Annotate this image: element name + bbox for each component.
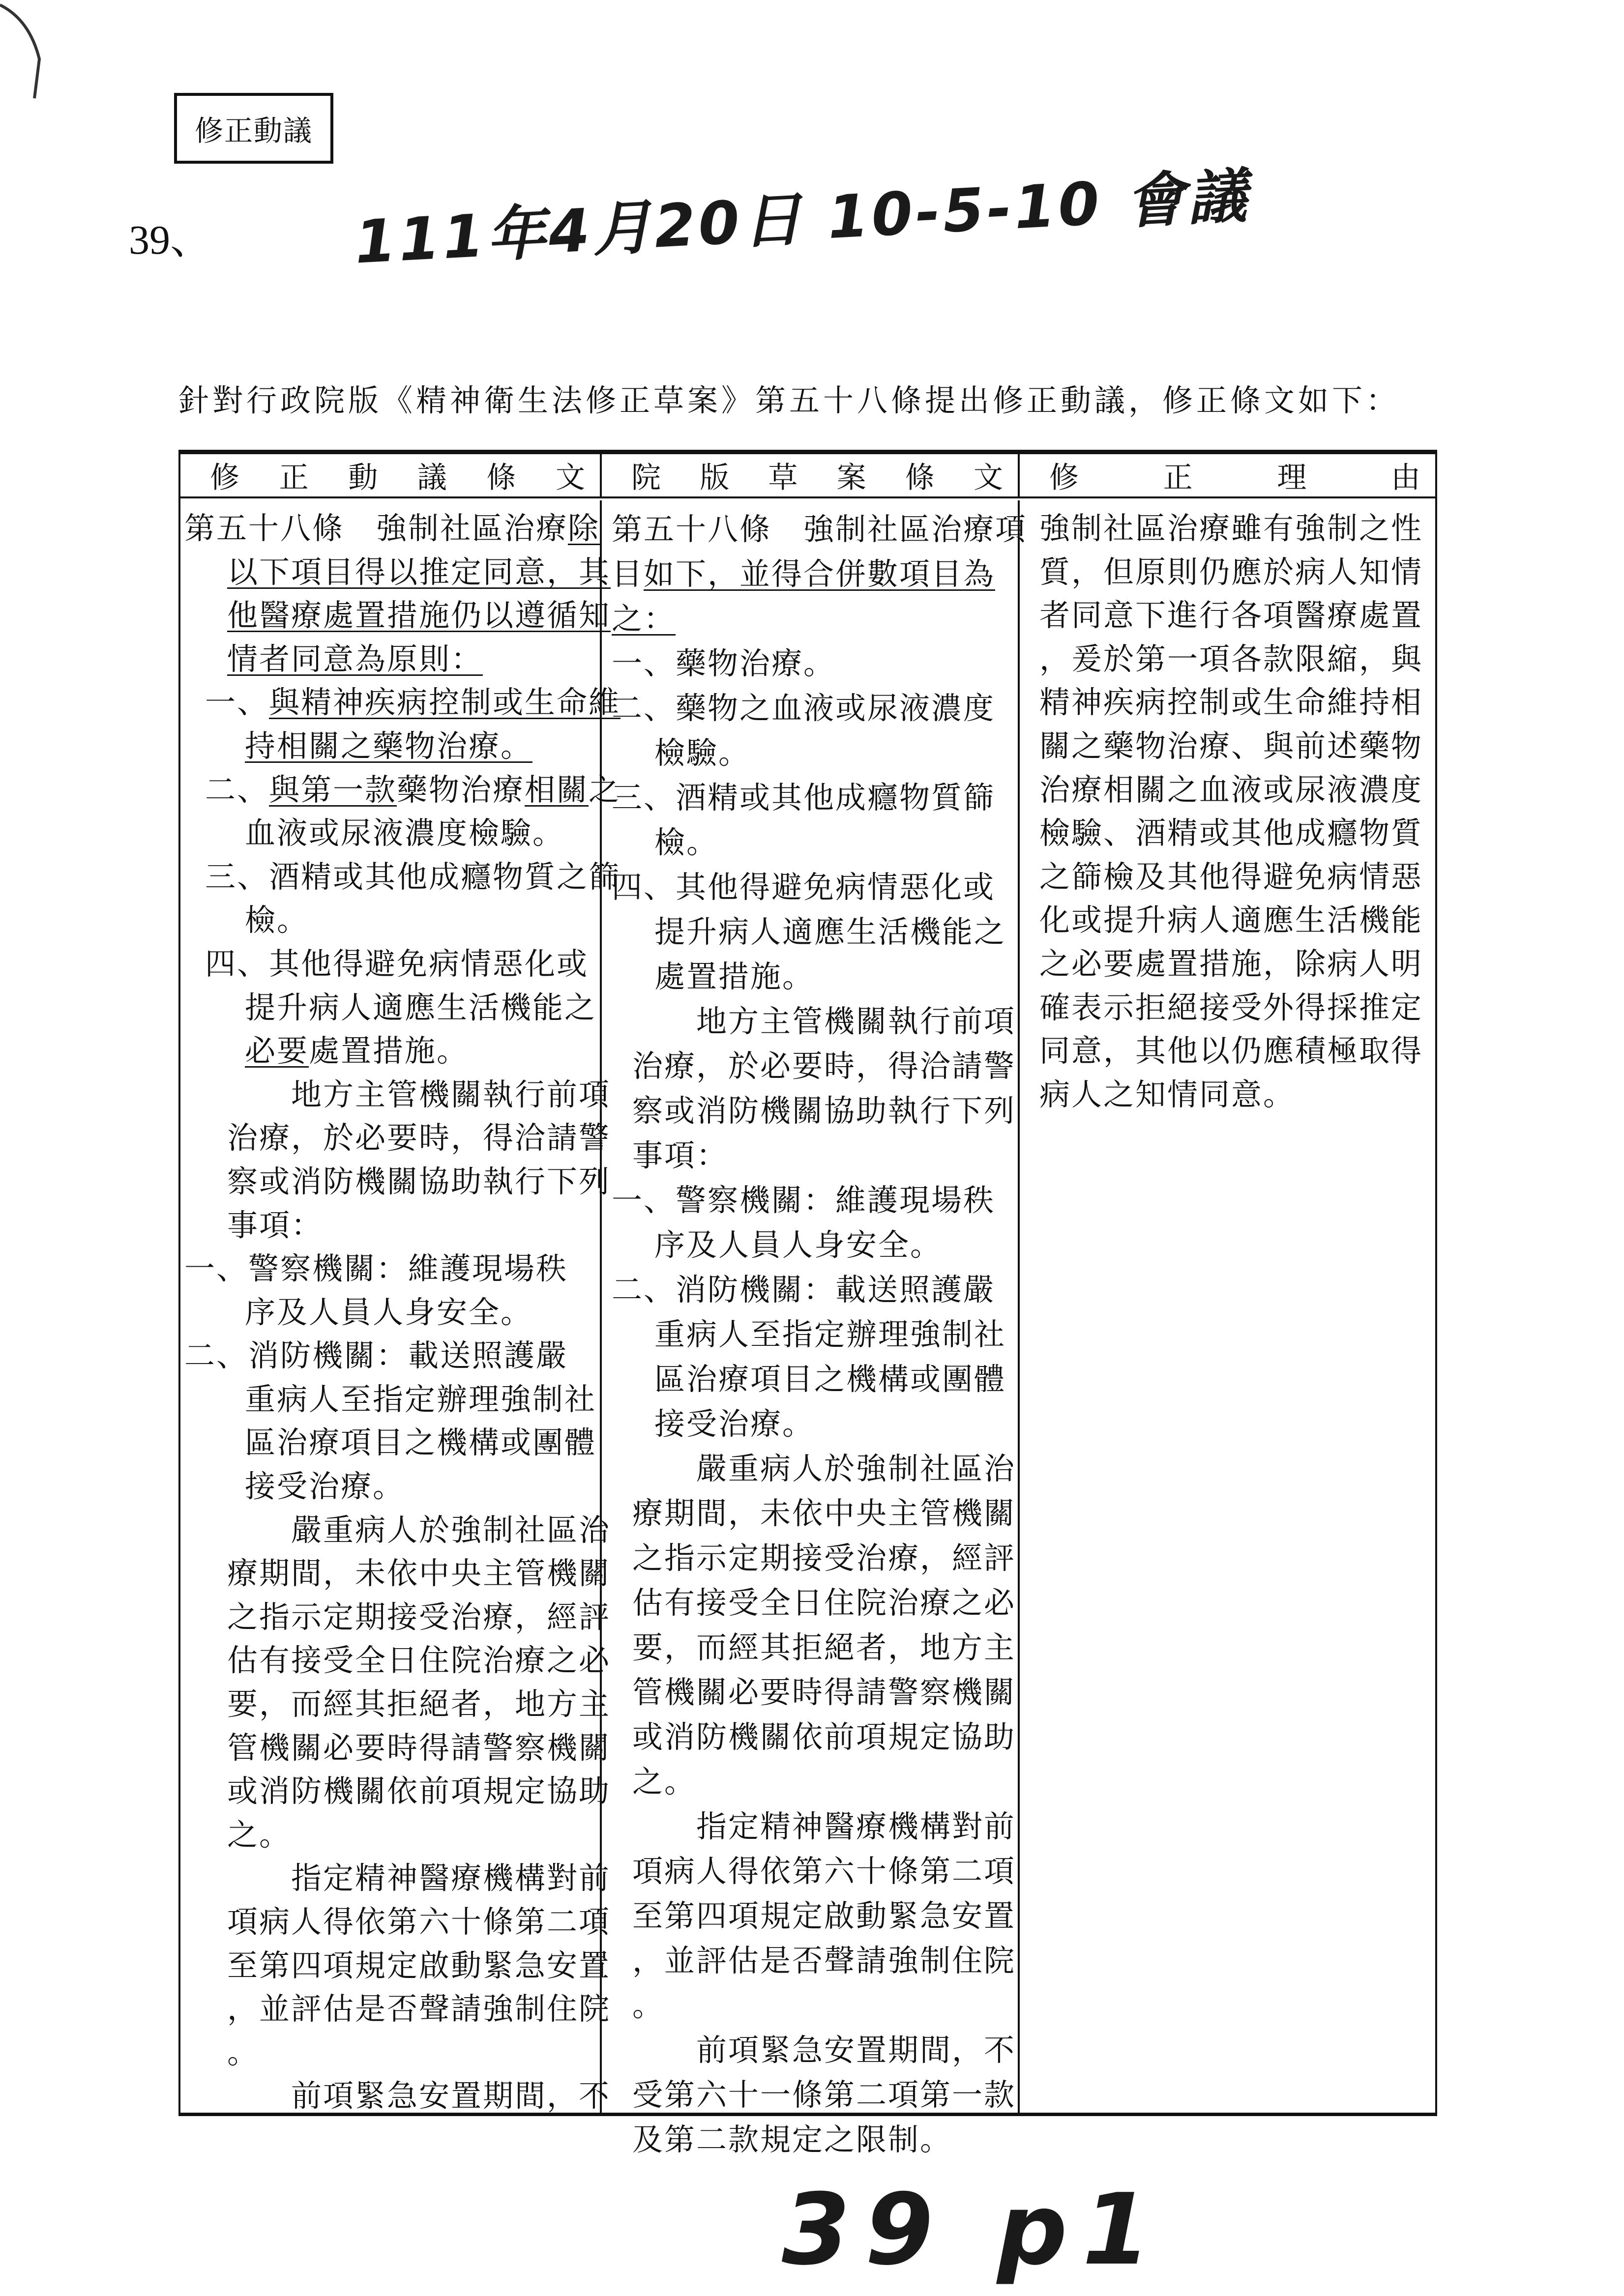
text-line [184,1944,611,1988]
text-line [184,986,600,1030]
text-segment: 檢。 [245,902,309,938]
text-segment: 化或提升病人適應生活機能 [1039,902,1423,938]
text-segment: 估有接受全日住院治療之必 [227,1642,611,1679]
text-segment: 確表示拒絕接受外得採推定 [1039,989,1423,1025]
text-line [612,1625,1018,1670]
text-segment: 察或消防機關協助執行下列 [632,1093,1016,1129]
text-line [184,725,600,768]
text-line [184,1509,611,1552]
text-line [184,1334,600,1378]
text-line [1039,942,1435,986]
text-line [184,1596,611,1639]
text-line [184,1465,600,1509]
underlined-text: 他醫療處置措施仍以遵循知 [227,597,611,634]
text-line [612,641,1018,686]
text-line [612,1178,1018,1222]
text-segment: 項病人得依第六十條第二項 [632,1853,1016,1889]
item-number: 39、 [129,217,212,263]
text-segment: 精神疾病控制或生命維持相 [1039,684,1423,721]
text-line [612,1401,1018,1446]
text-segment: 重病人至指定辦理強制社 [245,1381,597,1417]
text-segment: 藥物治療 [397,771,525,808]
text-segment: 區治療項目之機構或團體 [245,1424,597,1461]
text-line [184,1116,611,1160]
text-line [1039,594,1435,638]
text-line [612,2117,1018,2162]
text-line [612,954,1018,999]
underlined-text: 相關 [525,771,589,808]
underlined-text: 持相關之藥物治療。 [245,727,533,764]
text-segment: 接受治療。 [654,1406,815,1442]
text-segment: 事項： [227,1207,324,1243]
text-segment: 之。 [632,1764,697,1800]
text-line [184,594,611,638]
text-line [1039,1029,1435,1073]
text-segment: 之指示定期接受治療，經評 [632,1540,1016,1576]
text-line [612,1983,1018,2028]
text-segment: 療期間，未依中央主管機關 [632,1495,1016,1531]
scan-corner-mark [0,0,54,147]
text-line [184,1291,600,1335]
text-line [184,1552,611,1596]
text-line [184,855,621,899]
text-line [184,1987,611,2031]
text-line [184,638,600,681]
text-segment: 指定精神醫療機構對前 [227,1860,611,1896]
header-char: 院 [631,461,661,495]
underlined-text: 與精神疾病控制或生命維 [269,684,621,721]
text-line [184,1073,611,1117]
text-segment: 估有接受全日住院治療之必 [632,1585,1016,1621]
text-segment: ，爰於第一項各款限縮，與 [1039,640,1423,677]
text-line [612,1312,1018,1357]
text-line [612,775,1018,820]
text-line [1039,986,1435,1030]
text-line [612,1580,1018,1625]
text-segment: 。 [227,2034,260,2070]
text-segment: ，並評估是否聲請強制住院 [632,1943,1016,1978]
text-segment: 至第四項規定啟動緊急安置 [632,1898,1016,1934]
text-line [1039,1073,1435,1117]
text-segment: 二、消防機關：載送照護嚴 [612,1272,996,1308]
text-line [612,1491,1018,1536]
text-segment: 處置措施。 [654,959,815,994]
text-line [1039,899,1435,942]
text-segment: ，並評估是否聲請強制住院 [227,1991,611,2027]
text-segment: 二、消防機關：載送照護嚴 [184,1337,568,1374]
text-line [612,1133,1018,1178]
text-segment: 接受治療。 [245,1468,405,1505]
text-segment: 前項緊急安置期間，不 [632,2032,1016,2068]
text-segment: 關之藥物治療、與前述藥物 [1039,727,1423,764]
text-line [184,681,621,725]
header-char: 條 [486,461,516,495]
header-char: 文 [973,461,1003,495]
text-segment: 第五十八條 強制社區治療項 [612,511,1028,547]
text-segment: 地方主管機關執行前項 [227,1076,611,1112]
comparison-table [178,450,1437,2157]
text-segment: 區治療項目之機構或團體 [654,1361,1006,1397]
text-segment: 治療，於必要時，得洽請警 [632,1048,1016,1084]
text-segment: 之 [589,771,621,808]
text-line [184,1247,600,1291]
text-line [184,1378,600,1422]
header-char: 版 [700,461,730,495]
text-line [612,2072,1018,2117]
text-segment: 事項： [632,1137,729,1173]
text-line [184,1639,611,1683]
underlined-text: 如下，並得合併數項目為 [644,556,996,592]
text-segment: 項病人得依第六十條第二項 [227,1904,611,1940]
text-segment: 一、藥物治療。 [612,645,836,681]
text-line [184,1683,611,1726]
text-segment: 三、酒精或其他成癮物質之篩 [205,858,621,895]
text-segment: 三、酒精或其他成癮物質篩 [612,780,996,815]
text-line [1039,812,1435,855]
text-segment: 。 [632,1987,665,2023]
text-line [612,552,1018,596]
header-char: 草 [768,461,798,495]
text-line [1039,507,1435,551]
text-line [612,1222,1018,1267]
header-char: 由 [1390,461,1420,495]
text-segment: 提升病人適應生活機能之 [654,914,1006,950]
text-line [612,596,1018,641]
text-line [1039,681,1435,725]
text-segment: 之篩檢及其他得避免病情惡 [1039,858,1423,895]
text-line [612,1849,1018,1893]
text-segment: 四、其他得避免病情惡化或 [612,869,996,905]
text-line [184,507,600,551]
text-line [1039,855,1435,899]
motion-label-box [174,93,333,164]
header-char: 案 [836,461,866,495]
text-segment: 地方主管機關執行前項 [632,1003,1016,1039]
text-segment: 序及人員人身安全。 [245,1294,533,1330]
header-char: 理 [1277,461,1307,495]
column-executive-draft [602,500,1028,2157]
text-segment: 同意，其他以仍應積極取得 [1039,1033,1423,1069]
text-segment: 前項緊急安置期間，不 [227,2078,611,2114]
text-line [1039,638,1435,681]
header-char: 議 [417,461,447,495]
underlined-text: 必要 [245,1033,309,1069]
text-segment: 二、藥物之血液或尿液濃度 [612,690,996,726]
column-amendment-text [180,500,621,2114]
text-segment: 嚴重病人於強制社區治 [227,1511,611,1548]
text-segment: 序及人員人身安全。 [654,1227,943,1263]
text-line [1039,725,1435,768]
text-segment: 第五十八條 強制社區治療 [184,510,568,546]
text-segment: 療期間，未依中央主管機關 [227,1555,611,1592]
text-line [612,686,1018,730]
text-segment: 四、其他得避免病情惡化或 [205,945,589,982]
text-segment: 重病人至指定辦理強制社 [654,1316,1006,1352]
text-segment: 檢驗、酒精或其他成癮物質 [1039,815,1423,851]
header-char: 修 [210,461,239,495]
text-line [184,1900,611,1944]
text-segment: 一、警察機關：維護現場秩 [612,1182,996,1218]
underlined-text: 以下項目得以推定同意，其 [227,553,611,590]
text-segment: 者同意下進行各項醫療處置 [1039,597,1423,634]
text-segment: 指定精神醫療機構對前 [632,1808,1016,1844]
text-line [1039,551,1435,594]
text-line [184,1813,600,1857]
text-segment: 要，而經其拒絕者，地方主 [227,1686,611,1722]
text-segment: 一、警察機關：維護現場秩 [184,1250,568,1287]
text-line [184,899,600,942]
text-line [184,1204,600,1248]
text-line [184,812,600,855]
text-line [612,820,1018,865]
text-line [184,2031,600,2075]
column-reason [1020,500,1435,2113]
text-segment: 受第六十一條第二項第一款 [632,2077,1016,2113]
text-segment: 處置措施。 [309,1033,469,1069]
text-line [612,1267,1018,1312]
header-char: 正 [1163,461,1193,495]
text-line [1039,768,1435,812]
underlined-text: 之： [612,601,676,637]
text-line [184,942,600,986]
text-segment: 管機關必要時得請警察機關 [227,1729,611,1766]
text-segment: 之必要處置措施，除病人明 [1039,945,1423,982]
text-line [612,1804,1018,1849]
text-segment: 之指示定期接受治療，經評 [227,1598,611,1635]
underlined-text: 情者同意為原則： [227,640,483,677]
text-segment: 檢驗。 [654,735,751,771]
text-line [612,1357,1018,1401]
text-segment: 或消防機關依前項規定協助 [632,1719,1016,1755]
text-segment: 目 [612,556,644,592]
text-line [184,2074,611,2118]
text-line [184,1029,600,1073]
text-line [612,1759,1018,1804]
text-line [612,1938,1018,1983]
text-line [612,2028,1018,2072]
text-segment: 病人之知情同意。 [1039,1076,1296,1112]
text-line [612,1446,1018,1491]
text-segment: 質，但原則仍應於病人知情 [1039,553,1423,590]
text-segment: 察或消防機關協助執行下列 [227,1163,611,1199]
header-char: 動 [348,461,378,495]
text-segment: 二、 [205,771,269,808]
text-line [612,1088,1018,1133]
header-reason [1020,454,1435,498]
text-segment: 之。 [227,1816,292,1853]
handwritten-date-annotation: 111年4月20日 10-5-10 會議 [353,162,1251,277]
text-line [612,1893,1018,1938]
text-line [612,1715,1018,1759]
header-char: 修 [1049,461,1079,495]
header-executive-draft [602,454,1020,498]
text-line [612,909,1018,954]
text-line [612,1044,1018,1088]
text-segment: 血液或尿液濃度檢驗。 [245,815,565,851]
text-segment: 管機關必要時得請警察機關 [632,1674,1016,1710]
text-line [184,551,611,594]
text-line [184,768,621,812]
text-line [612,999,1018,1044]
text-segment: 或消防機關依前項規定協助 [227,1773,611,1809]
text-line [612,1670,1018,1715]
header-char: 文 [555,461,585,495]
header-char: 條 [905,461,935,495]
text-line [184,1726,611,1770]
text-segment: 及第二款規定之限制。 [632,2122,952,2157]
text-segment: 治療相關之血液或尿液濃度 [1039,771,1423,808]
text-line [612,730,1018,775]
text-segment: 至第四項規定啟動緊急安置 [227,1947,611,1983]
text-line [612,865,1018,909]
text-line [184,1857,611,1900]
motion-label: 修正動議 [194,114,313,147]
header-amendment-text [180,454,602,498]
text-segment: 治療，於必要時，得洽請警 [227,1120,611,1156]
header-char: 正 [279,461,309,495]
text-segment: 一、 [205,684,269,721]
intro-text: 針對行政院版《精神衛生法修正草案》第五十八條提出修正動議，修正條文如下： [178,382,1400,418]
text-segment: 提升病人適應生活機能之 [245,989,597,1025]
text-line [612,1536,1018,1580]
text-line [184,1421,600,1465]
handwritten-page-number: 39 p1 [782,2173,1166,2287]
text-segment: 嚴重病人於強制社區治 [632,1451,1016,1486]
text-line [184,1770,611,1813]
text-segment: 強制社區治療雖有強制之性 [1039,510,1423,546]
text-line [612,507,1028,552]
text-segment: 要，而經其拒絕者，地方主 [632,1629,1016,1665]
text-segment: 檢。 [654,824,719,860]
underlined-text: 與第一款 [269,771,397,808]
text-line [184,1160,611,1204]
underlined-text: 除 [568,510,600,546]
